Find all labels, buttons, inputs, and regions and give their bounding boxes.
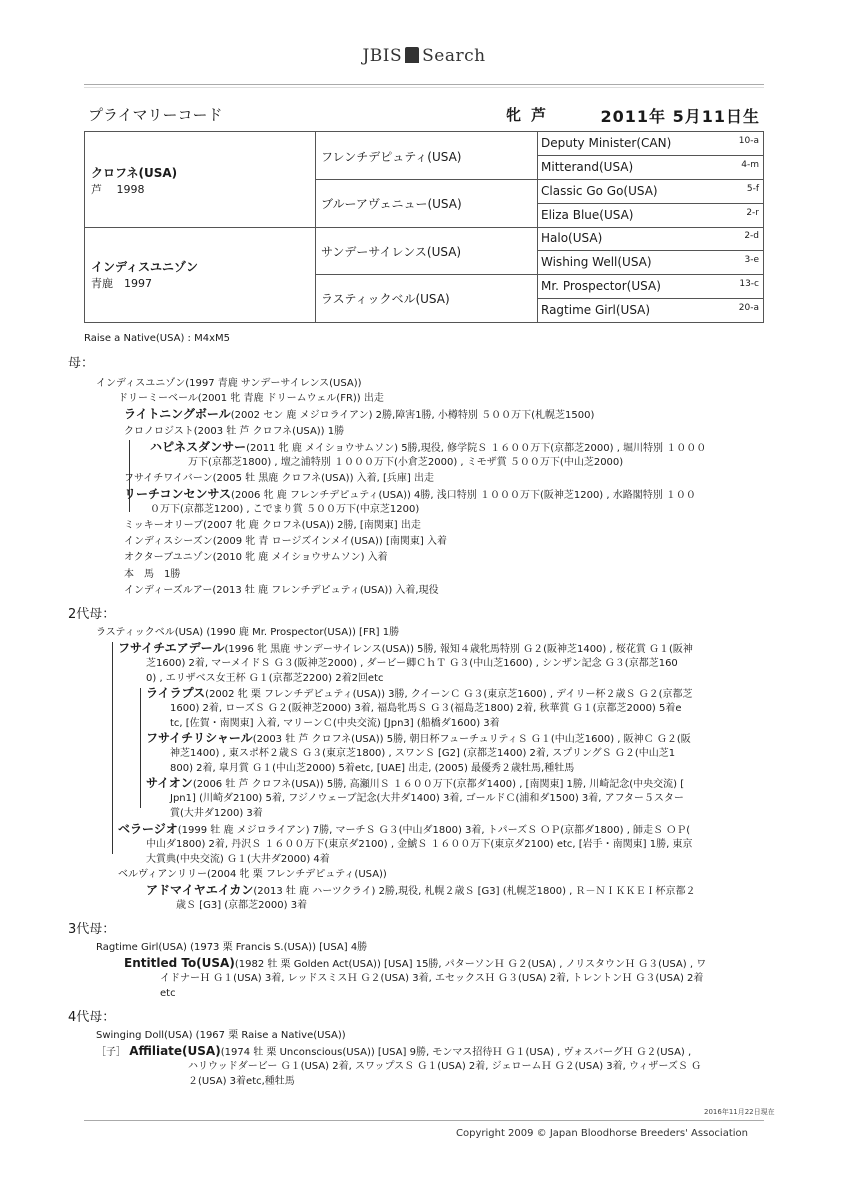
pedigree-table [84,131,764,323]
offspring-tag: ［子］ [96,1047,126,1058]
g3-code: 5-f [746,184,759,194]
g2dam-line: 神芝1400) , 東スポ杯２歳Ｓ Ｇ３(東京芝1800) , スワンＳ [G2] (京都芝1400) 2着, スプリングＳ Ｇ２(中山芝1 [170,748,676,759]
dam-line: ０万下(京都芝1200) , こでまり賞 ５００万下(中京芝1200) [150,504,420,515]
g2-cell: フレンチデピュティ(USA) [321,150,462,164]
g2dam-line [146,686,693,702]
dam-line: インディスシーズン(2009 牝 青 ロージズインメイ(USA)) [南関東] 入着 [124,536,447,547]
horse-name: プライマリーコード [88,106,223,124]
g2-cell: ブルーアヴェニュー(USA) [321,197,462,211]
bottom-divider [84,1120,764,1121]
g2dam-line: 中山ダ1800) 2着, 丹沢Ｓ １６００万下(東京ダ2100) , 金鯱Ｓ １６００万下(東京ダ2100) etc, [岩手・南関東] 1勝, 東京 [146,839,693,850]
as-of-date: 2016年11月22日現在 [704,1108,775,1116]
g4dam-line [96,1044,691,1060]
sire-name: クロフネ(USA) [91,166,178,180]
section-g4dam: 4代母： [68,1010,116,1025]
dam-line: クロノロジスト(2003 牡 芦 クロフネ(USA)) 1勝 [124,426,345,437]
g3-name: Ragtime Girl(USA) [541,303,651,317]
offspring-name: アドマイヤエイカン [146,883,254,897]
inbreeding-note: Raise a Native(USA) : M4xM5 [84,333,230,344]
g2dam-line [118,822,690,838]
offspring-record: (2002 牝 栗 フレンチデピュティ(USA)) 3勝, クイーンＣ Ｇ３(東京芝1600) , デイリー杯２歳Ｓ Ｇ２(京都芝 [205,689,693,700]
dam-line: インディーズルアー(2013 牡 鹿 フレンチデピュティ(USA)) 入着,現役 [124,585,439,596]
offspring-name: フサイチリシャール [146,731,253,745]
offspring-record: (2013 牡 鹿 ハーツクライ) 2勝,現役, 札幌２歳Ｓ [G3] (札幌芝1800) , Ｒ－ＮＩＫＫＥＩ杯京都２ [253,886,696,897]
g3dam-line: Ragtime Girl(USA) (1973 栗 Francis S.(USA)) [USA] 4勝 [96,942,368,953]
g2dam-line: 0) , エリザベス女王杯 Ｇ１(京都芝2200) 2着2回etc [146,673,384,684]
section-dam: 母： [68,356,95,371]
g3-code: 4-m [741,160,759,170]
sex-color: 牝芦 [506,106,557,124]
g2dam-line: Jpn1] (川崎ダ2100) 5着, フジノウェーブ記念(大井ダ1400) 3着, ゴールドＣ(浦和ダ1500) 3着, アフター５スター [170,793,684,804]
dam-line: フサイチワイバーン(2005 牡 黒鹿 クロフネ(USA)) 入着, [兵庫] 出走 [124,473,435,484]
g3-name: Deputy Minister(CAN) [541,136,672,150]
copyright: Copyright 2009 © Japan Bloodhorse Breeders' Association [456,1128,748,1139]
dam-line: ドリーミーベール(2001 牝 青鹿 ドリームウェル(FR)) 出走 [118,393,384,404]
offspring-name: リーチコンセンサス [124,487,232,501]
dam-line: インディスユニゾン(1997 青鹿 サンデーサイレンス(USA)) [96,378,362,389]
g4dam-line: ２(USA) 3着etc,種牡馬 [188,1076,295,1087]
dam-line: ミッキーオリーブ(2007 牝 鹿 クロフネ(USA)) 2勝, [南関東] 出走 [124,520,421,531]
g2dam-line: 1600) 2着, ローズＳ Ｇ２(阪神芝2000) 3着, 福島牝馬Ｓ Ｇ３(福島芝1800) 2着, 秋華賞 Ｇ１(京都芝2000) 5着e [170,703,682,714]
g3-code: 10-a [738,136,759,146]
g3-code: 13-c [739,279,759,289]
dam-line: 本 馬 1勝 [124,569,181,580]
offspring-record: (2002 セン 鹿 メジロライアン) 2勝,障害1勝, 小樽特別 ５００万下(札幌芝1500) [230,410,595,421]
offspring-name: ライトニングボール [124,407,231,421]
offspring-name: サイオン [146,776,193,790]
jbis-logo [0,46,848,66]
offspring-record: (1982 牡 栗 Golden Act(USA)) [USA] 15勝, パターソンＨ Ｇ２(USA) , ノリスタウンＨ Ｇ３(USA) , ワ [234,959,707,970]
offspring-name: フサイチエアデール [118,641,225,655]
offspring-record: (2006 牡 芦 クロフネ(USA)) 5勝, 高瀬川Ｓ １６００万下(京都ダ1400) , [南関東] 1勝, 川崎記念(中央交流) [ [192,779,685,790]
g3-name: Eliza Blue(USA) [541,208,634,222]
horse-header [88,104,764,126]
g2dam-line [146,731,691,747]
offspring-name: Entitled To(USA) [124,956,235,970]
logo-text-left: JBIS [362,46,403,66]
top-divider-2 [84,87,764,88]
sire-cell [91,164,177,197]
offspring-record: (2003 牡 芦 クロフネ(USA)) 5勝, 朝日杯フューチュリティＳ Ｇ１(中山芝1600) , 阪神Ｃ Ｇ２(阪 [252,734,691,745]
g2dam-line: 歳Ｓ [G3] (京都芝2000) 3着 [176,900,308,911]
offspring-name: ハピネスダンサー [150,440,247,454]
g3dam-line [124,956,706,972]
g2dam-line: 芝1600) 2着, マーメイドＳ Ｇ３(阪神芝2000) , ダービー卿ＣｈＴ Ｇ３(中山芝1600) , シンザン記念 Ｇ３(京都芝160 [146,658,678,669]
g2dam-line: ベルヴィアンリリー(2004 牝 栗 フレンチデピュティ(USA)) [118,869,387,880]
g3-name: Mitterand(USA) [541,160,634,174]
dam-line: オクターブユニゾン(2010 牝 鹿 メイショウサムソン) 入着 [124,552,388,563]
dam-line [124,407,594,423]
section-g2dam: 2代母： [68,607,116,622]
family-bracket [140,688,141,808]
dam-cell [91,258,198,291]
g3dam-line: etc [160,988,176,999]
g2dam-line: 800) 2着, 皐月賞 Ｇ１(中山芝2000) 5着etc, [UAE] 出走, (2005) 最優秀２歳牡馬,種牡馬 [170,763,575,774]
g3-name: Mr. Prospector(USA) [541,279,661,293]
dam-name: インディスユニゾン [91,260,199,274]
g2dam-line [118,641,693,657]
logo-text-right: Search [422,46,486,66]
section-g3dam: 3代母： [68,922,116,937]
g4dam-line: ハリウッドダービー Ｇ１(USA) 2着, スワップスＳ Ｇ１(USA) 2着, ジェロームＨ Ｇ２(USA) 3着, ウィザーズＳ Ｇ [188,1061,702,1072]
offspring-record: (2011 牝 鹿 メイショウサムソン) 5勝,現役, 修学院Ｓ １６００万下(京都芝2000) , 堀川特別 １０００ [246,443,707,454]
g3-code: 2-r [746,208,759,218]
dam-line [124,487,696,503]
g3-name: Wishing Well(USA) [541,255,652,269]
birth-date: 2011年 5月11日生 [600,107,760,126]
g2dam-line [146,883,696,899]
offspring-record: (2006 牝 鹿 フレンチデピュティ(USA)) 4勝, 浅口特別 １０００万下(阪神芝1200) , 水路閣特別 １００ [231,490,696,501]
offspring-name: Affiliate(USA) [129,1044,221,1058]
g2dam-line [146,776,684,792]
offspring-name: ベラージオ [118,822,178,836]
dam-info: 青鹿 1997 [91,277,152,290]
g3-name: Classic Go Go(USA) [541,184,658,198]
g2-cell: サンデーサイレンス(USA) [321,245,462,259]
g3-code: 20-a [738,303,759,313]
g2-cell: ラスティックベル(USA) [321,292,450,306]
g3-name: Halo(USA) [541,231,603,245]
g3dam-line: イドナーＨ Ｇ１(USA) 3着, レッドスミスＨ Ｇ２(USA) 3着, エセックスＨ Ｇ３(USA) 2着, トレントンＨ Ｇ３(USA) 2着 [160,973,704,984]
g2dam-line: 大賞典(中央交流) Ｇ１(大井ダ2000) 4着 [146,854,330,865]
g3-code: 3-e [744,255,759,265]
g2dam-line: tc, [佐賀・南関東] 入着, マリーンＣ(中央交流) [Jpn3] (船橋ダ1600) 3着 [170,718,500,729]
dam-line [150,440,706,456]
g2dam-line: ラスティックベル(USA) (1990 鹿 Mr. Prospector(USA)) [FR] 1勝 [96,627,400,638]
g3-code: 2-d [744,231,759,241]
offspring-name: ライラプス [146,686,206,700]
dam-line: 万下(京都芝1800) , 壇之浦特別 １０００万下(小倉芝2000) , ミモザ賞 ５００万下(中山芝2000) [188,457,624,468]
g2dam-line: 賞(大井ダ1200) 3着 [170,808,263,819]
offspring-record: (1974 牡 栗 Unconscious(USA)) [USA] 9勝, モンマス招待Ｈ Ｇ１(USA) , ヴォスバーグＨ Ｇ２(USA) , [220,1047,692,1058]
top-divider [84,84,764,85]
offspring-record: (1996 牝 黒鹿 サンデーサイレンス(USA)) 5勝, 報知４歳牝馬特別 Ｇ２(阪神芝1400) , 桜花賞 Ｇ１(阪神 [224,644,693,655]
offspring-record: (1999 牡 鹿 メジロライアン) 7勝, マーチＳ Ｇ３(中山ダ1800) 3着, トパーズＳ ＯＰ(京都ダ1800) , 師走Ｓ ＯＰ( [177,825,691,836]
sire-info: 芦 1998 [91,183,145,196]
family-bracket [112,642,113,854]
g4dam-line: Swinging Doll(USA) (1967 栗 Raise a Native(USA)) [96,1030,346,1041]
horse-icon [405,47,419,63]
